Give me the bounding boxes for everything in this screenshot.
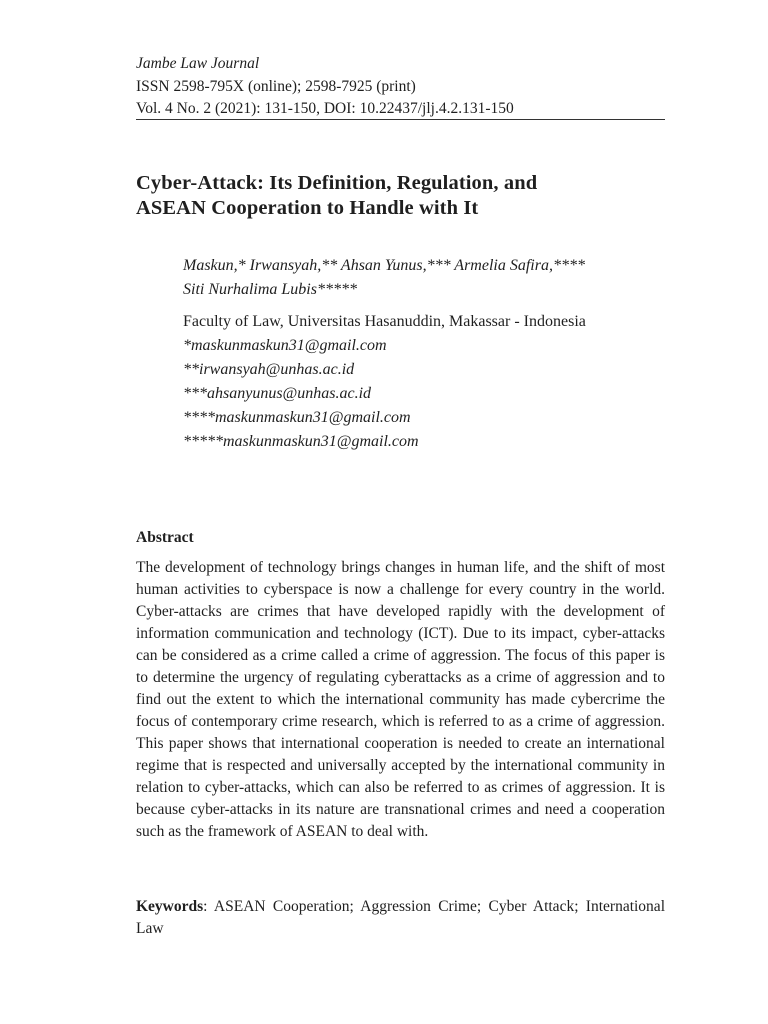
header-divider: [136, 119, 665, 120]
paper-title: [136, 171, 696, 221]
author-email: ***ahsanyunus@unhas.ac.id: [183, 385, 372, 402]
title-line-1: Cyber-Attack: Its Definition, Regulation, and: [136, 172, 538, 194]
keywords-label: Keywords: [136, 898, 204, 915]
institution: Faculty of Law, Universitas Hasanuddin, Makassar - Indonesia: [183, 313, 586, 330]
keywords-line: [136, 896, 665, 940]
journal-header: [136, 53, 665, 121]
author-email: ****maskunmaskun31@gmail.com: [183, 409, 411, 426]
authors-line-1: Maskun,* Irwansyah,** Ahsan Yunus,*** Armelia Safira,****: [183, 257, 585, 274]
author-list: [183, 254, 665, 302]
abstract-heading: Abstract: [136, 529, 194, 546]
author-email: *maskunmaskun31@gmail.com: [183, 337, 387, 354]
author-email: **irwansyah@unhas.ac.id: [183, 361, 355, 378]
affiliation-block: [183, 310, 673, 454]
keywords-text: : ASEAN Cooperation; Aggression Crime; Cyber Attack; International Law: [136, 898, 665, 937]
volume-doi-line: Vol. 4 No. 2 (2021): 131-150, DOI: 10.22437/jlj.4.2.131-150: [136, 100, 514, 117]
authors-line-2: Siti Nurhalima Lubis*****: [183, 281, 357, 298]
journal-name: Jambe Law Journal: [136, 55, 260, 72]
abstract-body: The development of technology brings changes in human life, and the shift of most human activities to cyberspace is now a challenge for every country in the world. Cyber-attacks are crimes that have developed rapidly with the development of information communication and technology (ICT). Due to its impact, cyber-attacks can be considered as a crime called a crime of aggression. The focus of this paper is to determine the urgency of regulating cyberattacks as a crime of aggression and to find out the extent to which the international community has made cybercrime the focus of contemporary crime research, which is referred to as a crime of aggression. This paper shows that international cooperation is needed to create an international regime that is respected and universally accepted by the international community in relation to cyber-attacks, which can also be referred to as crimes of aggression. It is because cyber-attacks in its nature are transnational crimes and need a cooperation such as the framework of ASEAN to deal with.: [136, 559, 665, 840]
title-line-2: ASEAN Cooperation to Handle with It: [136, 197, 479, 219]
author-email: *****maskunmaskun31@gmail.com: [183, 433, 419, 450]
issn-line: ISSN 2598-795X (online); 2598-7925 (print): [136, 77, 416, 95]
